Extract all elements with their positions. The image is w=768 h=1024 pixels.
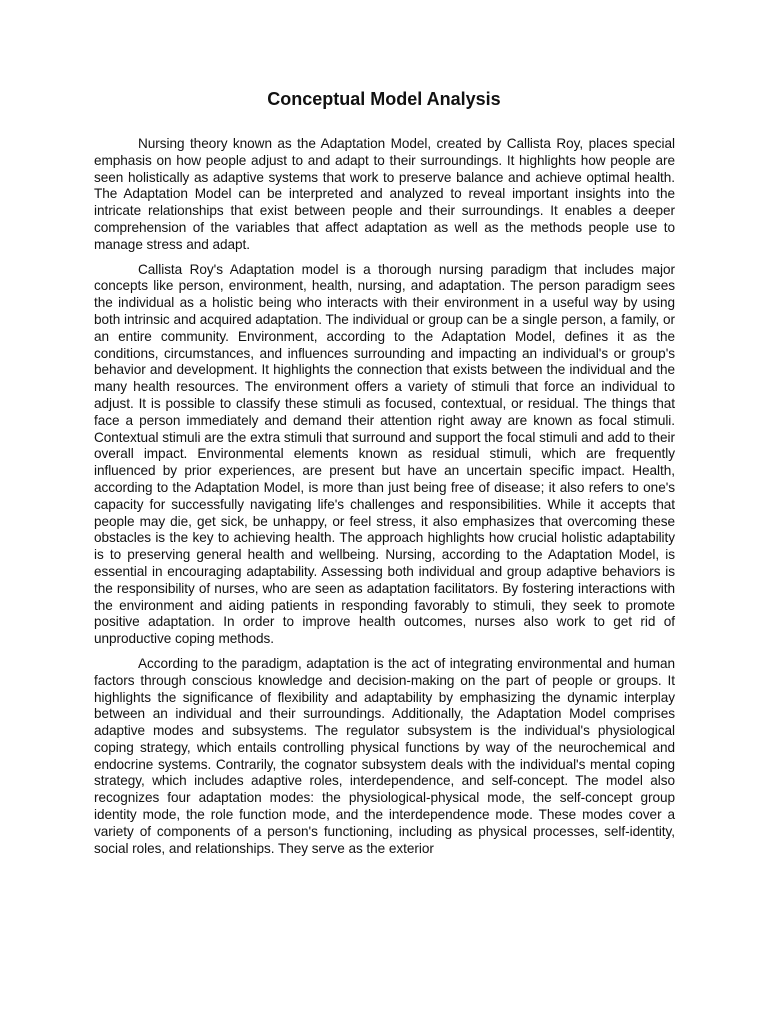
- paragraph-2: Callista Roy's Adaptation model is a thorough nursing paradigm that includes major concepts like person, environment, health, nursing, and adaptation. The person paradigm sees the individual as a holistic being who interacts with their environment in a useful way by using both intrinsic and acquired adaptation. The individual or group can be a single person, a family, or an entire community. Environment, according to the Adaptation Model, defines it as the conditions, circumstances, and influences surrounding and impacting an individual's or group's behavior and development. It highlights the connection that exists between the individual and the many health resources. The environment offers a variety of stimuli that force an individual to adjust. It is possible to classify these stimuli as focused, contextual, or residual. The things that face a person immediately and demand their attention right away are known as focal stimuli. Contextual stimuli are the extra stimuli that surround and support the focal stimuli and add to their overall impact. Environmental elements known as residual stimuli, which are frequently influenced by prior experiences, are present but have an uncertain specific impact. Health, according to the Adaptation Model, is more than just being free of disease; it also refers to one's capacity for successfully navigating life's challenges and responsibilities. While it accepts that people may die, get sick, be unhappy, or feel stress, it also emphasizes that overcoming these obstacles is the key to achieving health. The approach highlights how crucial holistic adaptability is to preserving general health and wellbeing. Nursing, according to the Adaptation Model, is essential in encouraging adaptability. Assessing both individual and group adaptive behaviors is the responsibility of nurses, who are seen as adaptation facilitators. By fostering interactions with the environment and aiding patients in responding favorably to stimuli, they seek to promote positive adaptation. In order to improve health outcomes, nurses also work to get rid of unproductive coping methods.: [94, 261, 675, 647]
- document-body: [94, 136, 675, 865]
- paragraph-3: According to the paradigm, adaptation is the act of integrating environmental and human factors through conscious knowledge and decision-making on the part of people or groups. It highlights the significance of flexibility and adaptability by emphasizing the dynamic interplay between an individual and their surroundings. Additionally, the Adaptation Model comprises adaptive modes and subsystems. The regulator subsystem is the individual's physiological coping strategy, which entails controlling physical functions by way of the neurochemical and endocrine systems. Contrarily, the cognator subsystem deals with the individual's mental coping strategy, which includes adaptive roles, interdependence, and self-concept. The model also recognizes four adaptation modes: the physiological-physical mode, the self-concept group identity mode, the role function mode, and the interdependence mode. These modes cover a variety of components of a person's functioning, including as physical processes, self-identity, social roles, and relationships. They serve as the exterior: [94, 655, 675, 856]
- paragraph-1: Nursing theory known as the Adaptation Model, created by Callista Roy, places special emphasis on how people adjust to and adapt to their surroundings. It highlights how people are seen holistically as adaptive systems that work to preserve balance and achieve optimal health. The Adaptation Model can be interpreted and analyzed to reveal important insights into the intricate relationships that exist between people and their surroundings. It enables a deeper comprehension of the variables that affect adaptation as well as the methods people use to manage stress and adapt.: [94, 136, 675, 252]
- document-title: Conceptual Model Analysis: [267, 89, 501, 109]
